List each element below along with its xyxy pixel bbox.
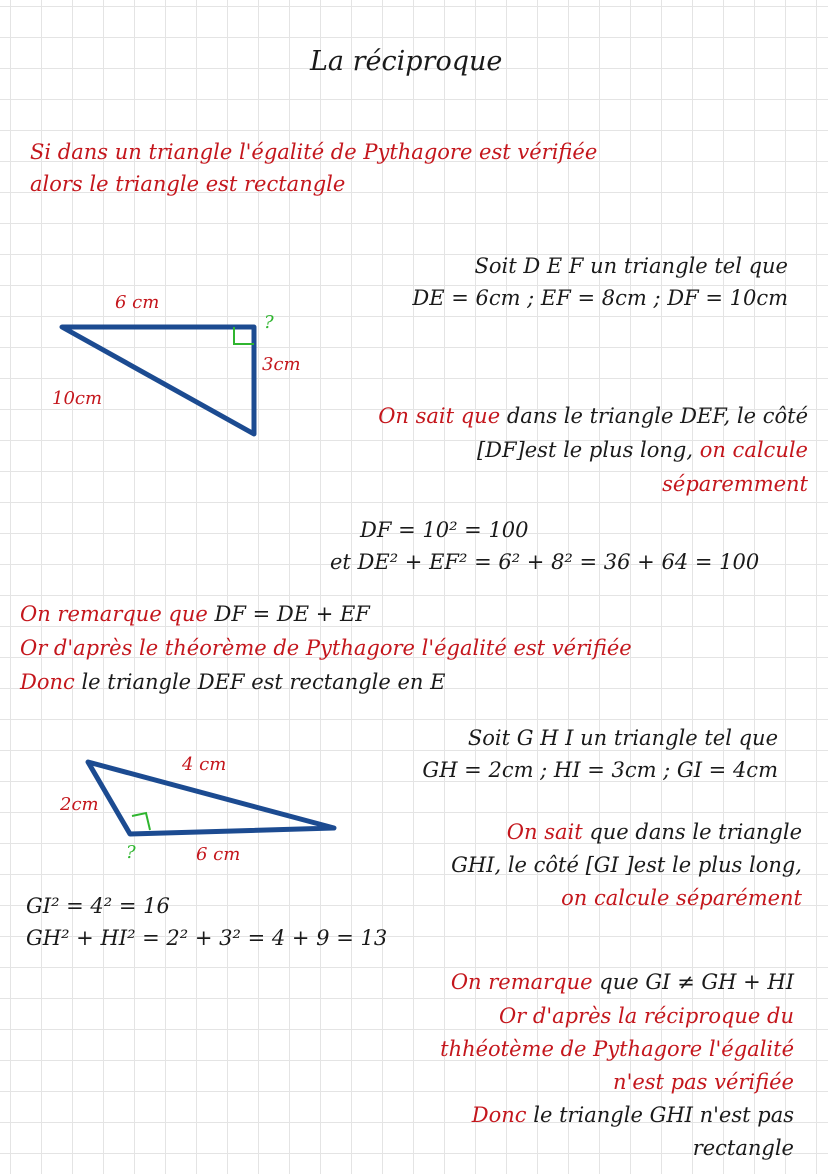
reasoning-def-line-1	[378, 404, 808, 428]
conclusion-text: le triangle DEF est rectangle en E	[81, 670, 446, 694]
reasoning-def-line-3: séparemment	[662, 472, 808, 496]
triangle-def-shape	[62, 327, 254, 434]
reasoning-ghi-line-1	[507, 820, 802, 844]
rule-line-1: Si dans un triangle l'égalité de Pythagore est vérifiée	[30, 140, 598, 164]
conclusion-text: le triangle GHI n'est pas	[533, 1103, 794, 1127]
angle-question-mark: ?	[126, 842, 136, 863]
reasoning-ghi-line-3: on calcule séparément	[561, 886, 802, 910]
angle-question-mark: ?	[264, 312, 274, 333]
conclusion-text: que GI ≠ GH + HI	[599, 970, 794, 994]
conclusion-def-line-3	[20, 670, 445, 694]
reasoning-text: dans le triangle DEF, le côté	[506, 404, 808, 428]
conclusion-ghi-line-2: Or d'après la réciproque du	[498, 1004, 794, 1028]
conclusion-ghi-line-1	[451, 970, 794, 994]
right-angle-mark-e	[234, 327, 254, 344]
given-ghi-line-1: Soit G H I un triangle tel que	[467, 726, 778, 750]
reasoning-lead: On sait que	[378, 404, 501, 428]
conclusion-lead: On remarque	[450, 970, 593, 994]
page-title: La réciproque	[310, 46, 503, 77]
rule-line-2: alors le triangle est rectangle	[30, 172, 346, 196]
given-ghi-line-2: GH = 2cm ; HI = 3cm ; GI = 4cm	[422, 758, 778, 782]
conclusion-def-line-1	[20, 602, 370, 626]
conclusion-lead: Donc	[471, 1103, 527, 1127]
conclusion-lead: On remarque que	[20, 602, 208, 626]
side-label-de: 6 cm	[115, 292, 160, 313]
reasoning-ghi-line-2: GHI, le côté [GI ]est le plus long,	[451, 853, 802, 877]
reasoning-text: que dans le triangle	[589, 820, 802, 844]
reasoning-text-red: on calcule	[699, 438, 808, 462]
side-label-gi: 4 cm	[182, 754, 227, 775]
conclusion-text: DF = DE + EF	[214, 602, 370, 626]
side-label-df: 10cm	[52, 388, 103, 409]
conclusion-ghi-line-5	[472, 1103, 794, 1127]
given-def-line-1: Soit D E F un triangle tel que	[474, 254, 788, 278]
given-def-line-2: DE = 6cm ; EF = 8cm ; DF = 10cm	[412, 286, 788, 310]
calc-ghi-line-2: GH² + HI² = 2² + 3² = 4 + 9 = 13	[26, 926, 388, 950]
right-angle-mark-h	[132, 813, 150, 830]
calc-def-line-1: DF = 10² = 100	[360, 518, 529, 542]
side-label-hi: 6 cm	[196, 844, 241, 865]
reasoning-text: [DF]est le plus long,	[476, 438, 694, 462]
conclusion-ghi-line-3: thhéotème de Pythagore l'égalité	[440, 1037, 794, 1061]
calc-ghi-line-1: GI² = 4² = 16	[26, 894, 170, 918]
conclusion-ghi-line-4: n'est pas vérifiée	[613, 1070, 794, 1094]
side-label-gh: 2cm	[60, 794, 99, 815]
conclusion-ghi-line-6: rectangle	[692, 1136, 794, 1160]
side-label-ef: 3cm	[262, 354, 301, 375]
reasoning-lead: On sait	[506, 820, 583, 844]
calc-def-line-2: et DE² + EF² = 6² + 8² = 36 + 64 = 100	[330, 550, 760, 574]
reasoning-def-line-2	[477, 438, 808, 462]
conclusion-def-line-2: Or d'après le théorème de Pythagore l'égalité est vérifiée	[20, 636, 632, 660]
conclusion-lead: Donc	[20, 670, 75, 694]
